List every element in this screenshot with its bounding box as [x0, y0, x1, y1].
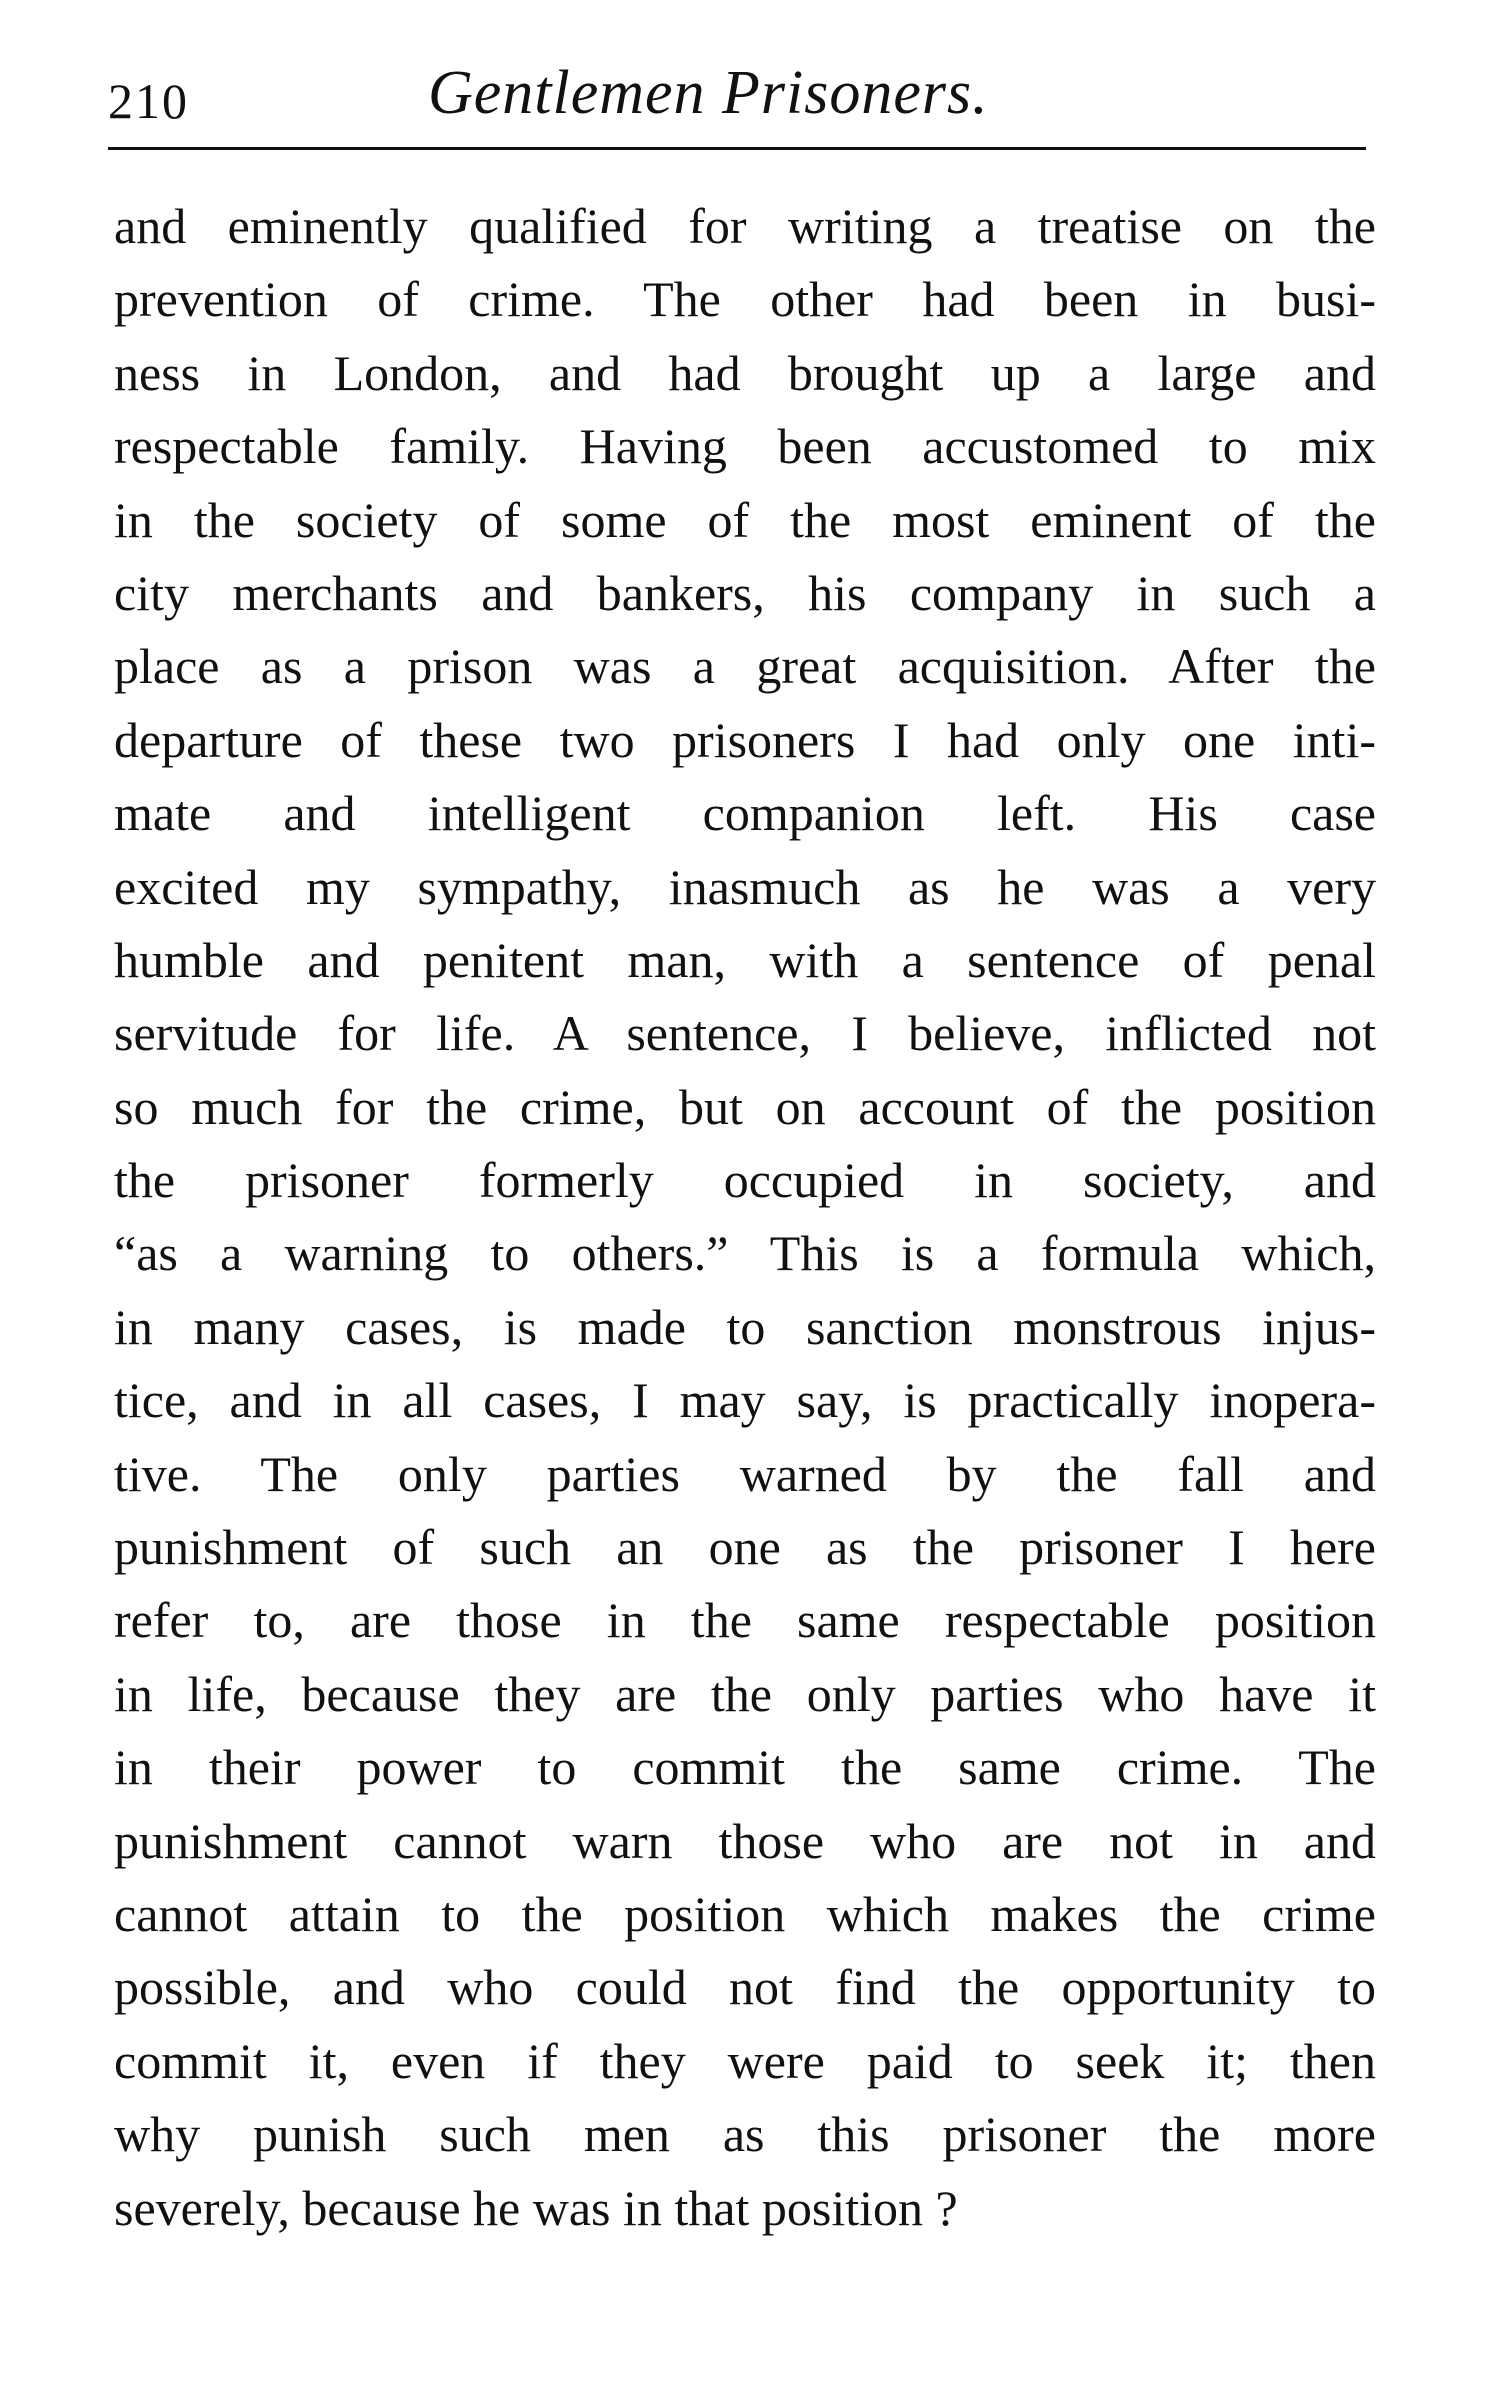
text-line: in life, because they are the only parties who have it	[114, 1665, 1376, 1722]
text-line: why punish such men as this prisoner the more	[114, 2106, 1376, 2163]
text-line: commit it, even if they were paid to seek it; then	[114, 2032, 1376, 2089]
text-line: tive. The only parties warned by the fall and	[114, 1445, 1376, 1502]
text-line: excited my sympathy, inasmuch as he was a very	[114, 858, 1376, 915]
text-line: cannot attain to the position which makes the crime	[114, 1885, 1376, 1942]
text-line: humble and penitent man, with a sentence of penal	[114, 931, 1376, 988]
text-line: city merchants and bankers, his company in such a	[114, 564, 1376, 621]
running-head	[108, 58, 1366, 138]
text-line: prevention of crime. The other had been in busi-	[114, 271, 1376, 328]
page-number: 210	[108, 73, 189, 129]
text-line: “as a warning to others.” This is a formula which,	[114, 1225, 1376, 1282]
text-line: in many cases, is made to sanction monstrous injus-	[114, 1298, 1376, 1355]
text-line: punishment of such an one as the prisoner I here	[114, 1519, 1376, 1576]
text-line: possible, and who could not find the opportunity to	[114, 1959, 1376, 2016]
body-text	[114, 190, 1376, 2245]
header-rule	[108, 147, 1366, 150]
text-line: so much for the crime, but on account of the position	[114, 1078, 1376, 1135]
running-title: Gentlemen Prisoners.	[428, 59, 989, 127]
text-line: respectable family. Having been accustomed to mix	[114, 418, 1376, 475]
text-line: in the society of some of the most eminent of the	[114, 491, 1376, 548]
text-line: in their power to commit the same crime. The	[114, 1739, 1376, 1796]
text-line-last: severely, because he was in that position ?	[114, 2179, 958, 2236]
text-line: departure of these two prisoners I had only one inti-	[114, 711, 1376, 768]
text-line: tice, and in all cases, I may say, is practically inopera-	[114, 1372, 1376, 1429]
text-line: refer to, are those in the same respectable position	[114, 1592, 1376, 1649]
text-line: place as a prison was a great acquisition. After the	[114, 638, 1376, 695]
text-line: the prisoner formerly occupied in society, and	[114, 1152, 1376, 1209]
text-line: and eminently qualified for writing a treatise on the	[114, 198, 1376, 254]
text-line: servitude for life. A sentence, I believe, inflicted not	[114, 1005, 1376, 1062]
text-line: ness in London, and had brought up a large and	[114, 344, 1376, 401]
text-line: mate and intelligent companion left. His case	[114, 785, 1376, 842]
text-line: punishment cannot warn those who are not in and	[114, 1812, 1376, 1869]
